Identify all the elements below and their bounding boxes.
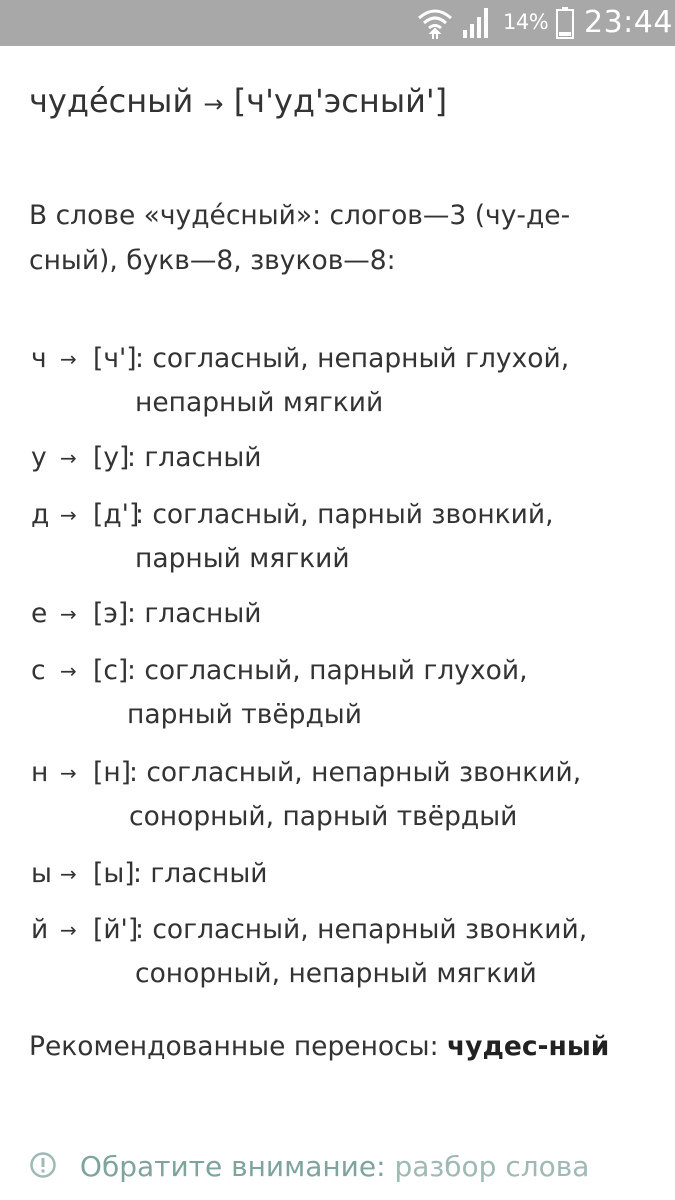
row-sound: [у] <box>93 442 130 473</box>
wifi-icon <box>417 6 453 40</box>
recommend-value: чудес-ный <box>446 1031 610 1062</box>
row-sound: [э] <box>93 598 129 629</box>
row-arrow: → <box>60 347 77 371</box>
heading-arrow: → <box>203 90 224 118</box>
row-sound: [д'] <box>93 499 140 530</box>
row-description: : согласный, непарный звонкий, сонорный, парный твёрдый <box>129 757 582 832</box>
row-description: : гласный <box>127 598 262 629</box>
row-letter: н <box>31 757 49 788</box>
row-letter: й <box>31 914 49 945</box>
row-sound: [с] <box>93 655 129 686</box>
hyphenation-recommendation <box>29 1031 609 1062</box>
row-arrow: → <box>60 446 77 470</box>
row-description: : согласный, непарный глухой, непарный мягкий <box>135 343 570 418</box>
row-arrow: → <box>60 918 77 942</box>
row-letter: ч <box>31 343 47 374</box>
row-description: : согласный, парный глухой, парный твёрдый <box>127 655 528 730</box>
info-icon <box>29 1151 57 1179</box>
recommend-label: Рекомендованные переносы: <box>29 1031 439 1062</box>
row-description: : согласный, парный звонкий, парный мягкий <box>135 499 554 574</box>
battery-icon <box>556 7 574 39</box>
row-arrow: → <box>60 761 77 785</box>
row-arrow: → <box>60 862 77 886</box>
battery-percent: 14% <box>503 10 549 34</box>
signal-icon <box>461 6 493 38</box>
intro-text: В слове «чуде́сный»: слогов—3 (чу-де-сный), букв—8, звуков—8: <box>29 200 571 276</box>
row-letter: ы <box>31 858 52 889</box>
row-sound: [ы] <box>93 858 135 889</box>
note-text: разбор слова <box>394 1150 590 1183</box>
row-description: : гласный <box>133 858 268 889</box>
row-letter: д <box>31 499 50 530</box>
row-sound: [ч'] <box>93 343 137 374</box>
heading-word: чуде́сный <box>29 82 194 120</box>
status-bar <box>0 0 675 46</box>
row-arrow: → <box>60 602 77 626</box>
row-sound: [н] <box>93 757 132 788</box>
row-description: : согласный, непарный звонкий, сонорный, непарный мягкий <box>135 914 588 989</box>
row-letter: у <box>31 442 47 473</box>
note-link[interactable] <box>29 1150 589 1183</box>
heading-transcription: [ч'уд'эсный'] <box>233 82 448 120</box>
row-letter: е <box>31 598 48 629</box>
row-letter: с <box>31 655 46 686</box>
row-description: : гласный <box>127 442 262 473</box>
word-heading <box>29 82 447 120</box>
clock: 23:44 <box>584 5 673 40</box>
note-label: Обратите внимание: <box>79 1150 386 1183</box>
row-arrow: → <box>60 659 77 683</box>
row-sound: [й'] <box>93 914 139 945</box>
row-arrow: → <box>60 503 77 527</box>
